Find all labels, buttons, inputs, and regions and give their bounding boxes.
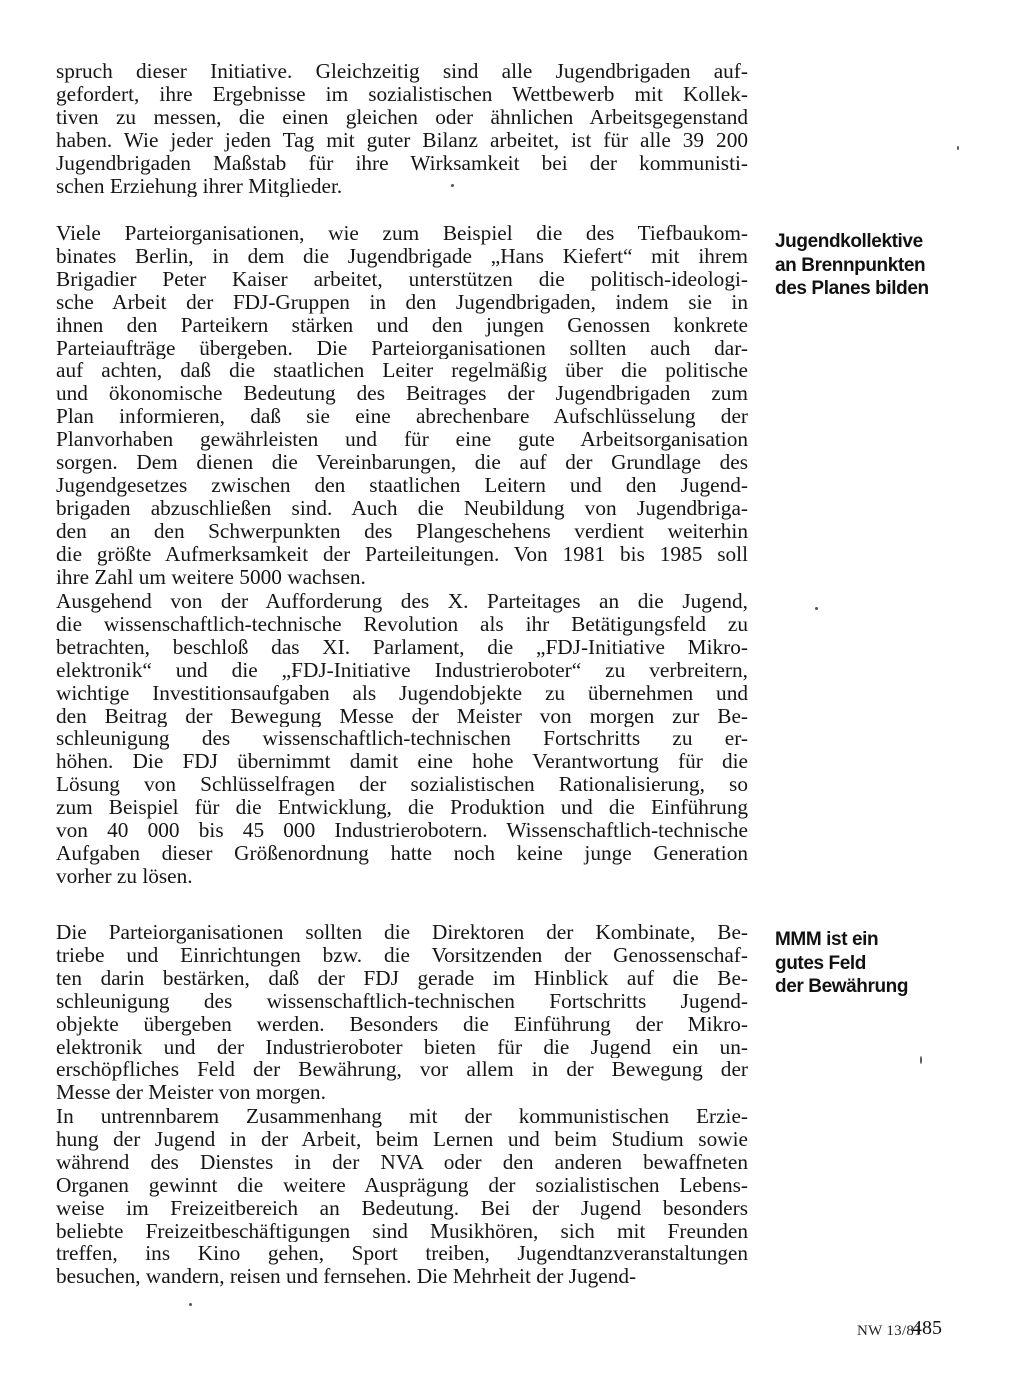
text-line: beliebte Freizeitbeschäftigungen sind Musikhören, sich mit Freunden: [56, 1219, 748, 1243]
text-line: Aufgaben dieser Größenordnung hatte noch keine junge Generation: [56, 841, 748, 865]
margin-heading-jugendkollektive: [775, 230, 965, 301]
text-line: die wissenschaftlich-technische Revolution als ihr Betätigungsfeld zu: [56, 612, 748, 636]
text-line: Ausgehend von der Aufforderung des X. Parteitages an die Jugend,: [56, 590, 748, 613]
text-line: Jugendgesetzes zwischen den staatlichen Leitern und den Jugend-: [56, 473, 748, 497]
text-line: wichtige Investitionsaufgaben als Jugendobjekte zu übernehmen und: [56, 681, 748, 705]
paragraph-1: [56, 60, 748, 197]
margin-heading-line: der Bewährung: [775, 976, 909, 997]
text-line: Parteiaufträge übergeben. Die Parteiorganisationen sollten auch dar-: [56, 336, 748, 360]
paragraph-5: [56, 1105, 748, 1288]
text-line: elektronik und der Industrieroboter bieten für die Jugend ein un-: [56, 1035, 748, 1059]
text-line: sche Arbeit der FDJ-Gruppen in den Jugendbrigaden, indem sie in: [56, 290, 748, 314]
text-line: schleunigung des wissenschaftlich-technischen Fortschritts Jugend-: [56, 989, 748, 1013]
margin-heading-line: gutes Feld: [775, 952, 867, 974]
text-line: Brigadier Peter Kaiser arbeitet, unterstützen die politisch-ideologi-: [56, 267, 748, 291]
text-line: erschöpfliches Feld der Bewährung, vor allem in der Bewegung der: [56, 1058, 748, 1082]
text-line: tiven zu messen, die einen gleichen oder ähnlichen Arbeitsgegenstand: [56, 105, 748, 129]
text-line: den an den Schwerpunkten des Plangeschehens verdient weiterhin: [56, 519, 748, 543]
text-line: brigaden abzuschließen sind. Auch die Neubildung von Jugendbriga-: [56, 496, 748, 520]
text-line: objekte übergeben werden. Besonders die Einführung der Mikro-: [56, 1012, 748, 1036]
text-line: vorher zu lösen.: [56, 864, 193, 888]
margin-heading-line: Jugendkollektive: [775, 231, 923, 252]
text-line: auf achten, daß die staatlichen Leiter regelmäßig über die politische: [56, 359, 748, 383]
text-line: Plan informieren, daß sie eine abrechenbare Aufschlüsselung der: [56, 405, 748, 429]
text-line: Planvorhaben gewährleisten und für eine gute Arbeitsorganisation: [56, 428, 748, 452]
text-line: In untrennbarem Zusammenhang mit der kommunistischen Erzie-: [56, 1105, 748, 1128]
margin-heading-line: MMM ist ein: [775, 929, 879, 950]
text-line: elektronik“ und die „FDJ-Initiative Industrieroboter“ zu verbreitern,: [56, 658, 748, 682]
text-line: weise im Freizeitbereich an Bedeutung. Bei der Jugend besonders: [56, 1196, 748, 1220]
text-line: Organen gewinnt die weitere Ausprägung der sozialistischen Lebens-: [56, 1173, 748, 1197]
text-line: ten darin bestärken, daß der FDJ gerade im Hinblick auf die Be-: [56, 966, 748, 990]
text-line: ihnen den Parteikern stärken und den jungen Genossen konkrete: [56, 313, 748, 337]
text-line: gefordert, ihre Ergebnisse im sozialistischen Wettbewerb mit Kollek-: [56, 82, 748, 106]
text-line: Viele Parteiorganisationen, wie zum Beispiel die des Tiefbaukom-: [56, 222, 748, 245]
print-speck: [189, 1303, 192, 1306]
margin-heading-line: an Brennpunkten: [775, 254, 926, 276]
text-line: Jugendbrigaden Maßstab für ihre Wirksamkeit bei der kommunisti-: [56, 151, 748, 175]
text-line: besuchen, wandern, reisen und fernsehen. Die Mehrheit der Jugend-: [56, 1265, 637, 1289]
paragraph-2: [56, 222, 748, 589]
print-speck: [920, 1056, 922, 1064]
page-number: 485: [912, 1317, 942, 1339]
text-line: den Beitrag der Bewegung Messe der Meister von morgen zur Be-: [56, 704, 748, 728]
print-speck: [451, 184, 454, 187]
text-line: sorgen. Dem dienen die Vereinbarungen, die auf der Grundlage des: [56, 451, 748, 474]
text-line: während des Dienstes in der NVA oder den anderen bewaffneten: [56, 1150, 748, 1174]
text-line: von 40 000 bis 45 000 Industrierobotern. Wissenschaftlich-technische: [56, 819, 748, 842]
text-line: hung der Jugend in der Arbeit, beim Lernen und beim Studium sowie: [56, 1127, 748, 1151]
text-line: höhen. Die FDJ übernimmt damit eine hohe Verantwortung für die: [56, 750, 748, 774]
text-line: betrachten, beschloß das XI. Parlament, die „FDJ-Initiative Mikro-: [56, 635, 748, 659]
print-speck: [957, 146, 959, 150]
text-line: haben. Wie jeder jeden Tag mit guter Bilanz arbeitet, ist für alle 39 200: [56, 128, 748, 152]
paragraph-4: [56, 921, 748, 1104]
text-line: schleunigung des wissenschaftlich-technischen Fortschritts zu er-: [56, 727, 748, 751]
text-line: treffen, ins Kino gehen, Sport treiben, Jugendtanzveranstaltungen: [56, 1242, 748, 1266]
text-line: ihre Zahl um weitere 5000 wachsen.: [56, 565, 366, 589]
text-line: binates Berlin, in dem die Jugendbrigade „Hans Kiefert“ mit ihrem: [56, 244, 748, 268]
journal-issue-label: NW 13/81: [857, 1323, 923, 1339]
text-line: die größte Aufmerksamkeit der Parteileitungen. Von 1981 bis 1985 soll: [56, 542, 748, 566]
text-line: und ökonomische Bedeutung des Beitrages der Jugendbrigaden zum: [56, 382, 748, 406]
text-line: Lösung von Schlüsselfragen der sozialistischen Rationalisierung, so: [56, 773, 748, 797]
paragraph-3: [56, 590, 748, 888]
margin-heading-line: des Planes bilden: [775, 278, 929, 299]
text-line: Die Parteiorganisationen sollten die Direktoren der Kombinate, Be-: [56, 921, 748, 944]
margin-heading-mmm: [775, 928, 965, 999]
print-speck: [815, 607, 818, 610]
text-line: zum Beispiel für die Entwicklung, die Produktion und die Einführung: [56, 796, 748, 820]
text-line: Messe der Meister von morgen.: [56, 1081, 326, 1105]
text-line: schen Erziehung ihrer Mitglieder.: [56, 174, 343, 198]
text-line: spruch dieser Initiative. Gleichzeitig sind alle Jugendbrigaden auf-: [56, 60, 748, 83]
text-line: triebe und Einrichtungen bzw. die Vorsitzenden der Genossenschaf-: [56, 943, 748, 967]
